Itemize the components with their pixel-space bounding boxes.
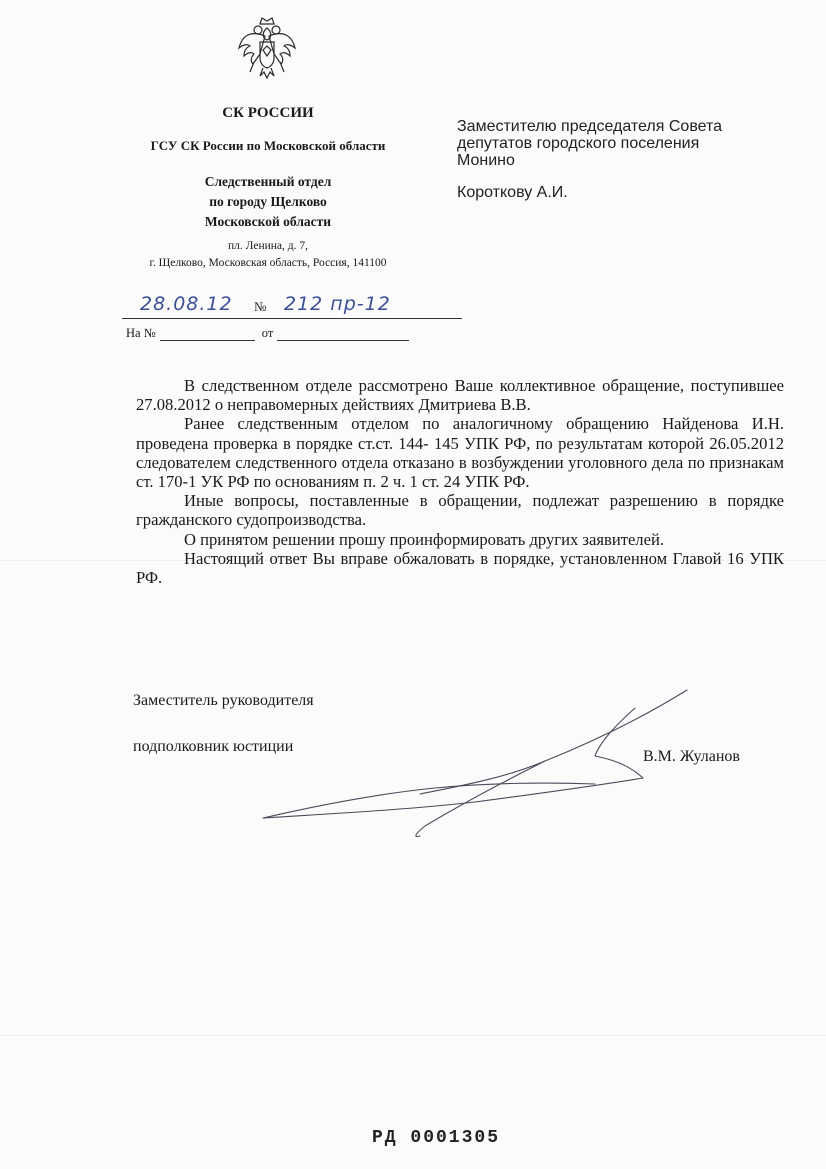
signer-rank: подполковник юстиции [133, 738, 294, 755]
department-name: Следственный отдел по городу Щелково Московской области [204, 174, 332, 229]
reference-date-label: от [261, 326, 274, 340]
body-paragraph: Ранее следственным отделом по аналогичному обращению Найденова И.Н. проведена проверка в порядке ст.ст. 144- 145 УПК РФ, по результатам которой 26.05.2012 следователем следственного отдела отказано в возбуждении уголовного дела по признакам ст. 170-1 УК РФ по основаниям п. 2 ч. 1 ст. 24 УПК РФ. [136, 414, 784, 492]
recipient-name: Короткову А.И. [457, 184, 568, 201]
signer-name: В.М. Жуланов [643, 748, 740, 765]
registration-number-label: № [254, 299, 267, 314]
reference-number-blank [160, 328, 255, 341]
paper-fold [0, 1035, 826, 1036]
reference-number-label: На № [126, 326, 156, 340]
body-paragraph: В следственном отделе рассмотрено Ваше коллективное обращение, поступившее 27.08.2012 о неправомерных действиях Дмитриева В.В. [136, 376, 784, 415]
registration-line [122, 293, 462, 320]
department-address: пл. Ленина, д. 7, г. Щелково, Московская область, Россия, 141100 [149, 240, 387, 269]
reference-line [126, 326, 413, 341]
letter-body [136, 376, 784, 587]
handwritten-signature [255, 686, 695, 846]
registration-number: 212 пр-12 [284, 293, 391, 315]
recipient-position: Заместителю председателя Совета депутатов городского поселения Монино [457, 118, 723, 169]
document-serial-number: РД 0001305 [372, 1128, 501, 1148]
signer-title: Заместитель руководителя [133, 692, 314, 709]
coat-of-arms-icon [236, 14, 298, 82]
body-paragraph: Иные вопросы, поставленные в обращении, подлежат разрешению в порядке гражданского судопроизводства. [136, 491, 784, 530]
body-paragraph: О принятом решении прошу проинформировать других заявителей. [184, 529, 664, 549]
agency-name: СК РОССИИ [222, 105, 314, 121]
registration-underline [122, 318, 462, 319]
registration-date: 28.08.12 [140, 293, 233, 315]
body-paragraph: Настоящий ответ Вы вправе обжаловать в порядке, установленном Главой 16 УПК РФ. [136, 548, 784, 588]
division-name: ГСУ СК России по Московской области [150, 138, 386, 153]
reference-date-blank [277, 328, 409, 341]
